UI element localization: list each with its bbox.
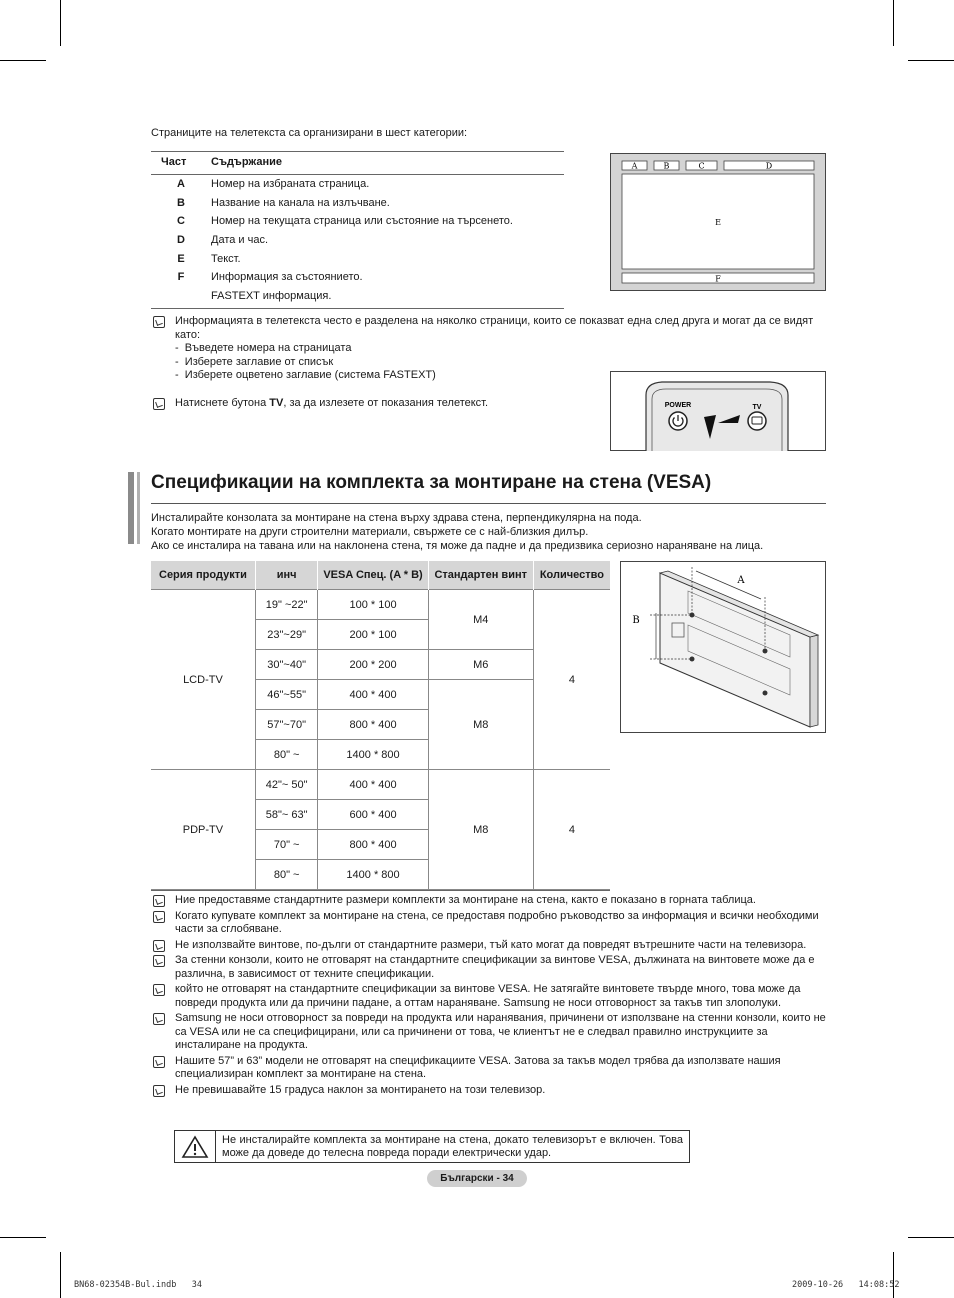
- vesa-spec-table: [151, 561, 610, 890]
- note-icon: [153, 895, 165, 907]
- list-item: Samsung не носи отговорност за повреди на продукта или наранявания, причинени от използване на стенни конзоли, които не са VESA или не са специфицирани, или са причинени от това, че клиентът не е следвал правилно инструкциите за инсталиране на продукта.: [151, 1012, 831, 1053]
- table-row: 30"~40" 200 * 200 M6: [151, 650, 610, 680]
- table-row: D Дата и час.: [177, 234, 269, 247]
- header-inch: инч: [255, 561, 318, 590]
- header-part: Част: [151, 152, 211, 175]
- diagram-label-a: A: [737, 575, 745, 586]
- diagram-label-e: E: [715, 218, 721, 227]
- note-icon: [153, 955, 165, 967]
- list-item: - Изберете заглавие от списък: [175, 355, 334, 368]
- section-intro: Инсталирайте конзолата за монтиране на стена върху здрава стена, перпендикулярна на пода. Когато монтирате на други строителни материали, свържете се с най-близкия дилър. Ако се инсталира на тавана или на наклонена стена, тя може да падне и да предизвика сериозно нараняване на лица.: [151, 512, 764, 552]
- diagram-label-b: B: [632, 615, 640, 626]
- table-row: LCD-TV 19" ~22" 100 * 100 M4 4: [151, 590, 610, 620]
- list-item: Ние предоставяме стандартните размери комплекти за монтиране на стена, както е показано в горната таблица.: [151, 894, 831, 908]
- table-row: A Номер на избраната страница.: [177, 178, 370, 191]
- note-tv-button: Натиснете бутона TV, за да излезете от показания телетекст.: [151, 397, 488, 411]
- list-item: - Изберете оцветено заглавие (система FASTEXT): [175, 369, 436, 381]
- note-icon: [153, 940, 165, 952]
- tv-mount-diagram: [620, 561, 826, 733]
- header-qty: Количество: [533, 561, 610, 590]
- table-row: PDP-TV 42"~ 50" 400 * 400 M8 4: [151, 770, 610, 800]
- table-row: 58"~ 63" 600 * 400: [151, 800, 610, 830]
- crop-mark: [0, 1237, 46, 1238]
- section-bar: [137, 472, 140, 544]
- note-teletext-pages: Информацията в телетекста често е разделена на няколко страници, които се показват една след друга и могат да се видят като: - Въведете номера на страницата - Изберете заглавие от списък - Изберете оцветено заглавие (система FASTEXT): [151, 315, 826, 383]
- note-icon: [153, 316, 165, 328]
- table-row: 46"~55" 400 * 400 M8: [151, 680, 610, 710]
- page-number-badge: Български - 34: [427, 1170, 527, 1187]
- table-row: 80" ~ 1400 * 800: [151, 860, 610, 890]
- qty-pdp: 4: [533, 770, 610, 890]
- diagram-label-b: B: [663, 161, 670, 171]
- series-pdp: PDP-TV: [151, 770, 255, 890]
- note-icon: [153, 1056, 165, 1068]
- table-row: 80" ~ 1400 * 800: [151, 740, 610, 770]
- list-item: - Въведете номера на страницата: [175, 342, 352, 354]
- series-lcd: LCD-TV: [151, 590, 255, 770]
- table-row: FASTEXT информация.: [151, 287, 564, 309]
- diagram-label-c: C: [698, 161, 705, 171]
- note-icon: [153, 984, 165, 996]
- teletext-screen-diagram: [610, 153, 826, 291]
- warning-text: Не инсталирайте комплекта за монтиране на стена, докато телевизорът е включен. Това може да доведе до телесна повреда поради електрически удар.: [222, 1133, 683, 1159]
- teletext-parts-table: [151, 151, 564, 309]
- note-icon: [153, 1013, 165, 1025]
- teletext-intro: Страниците на телетекста са организирани в шест категории:: [151, 127, 468, 139]
- header-series: Серия продукти: [151, 561, 255, 590]
- table-row: F Информация за състоянието.: [177, 271, 363, 284]
- diagram-label-d: D: [765, 161, 773, 171]
- table-row: 23"~29" 200 * 100: [151, 620, 610, 650]
- crop-mark: [908, 60, 954, 61]
- crop-mark: [60, 1252, 61, 1298]
- remote-tv-label: TV: [752, 404, 762, 411]
- note-icon: [153, 1085, 165, 1097]
- notes-list: [151, 894, 831, 1099]
- crop-mark: [60, 0, 61, 46]
- footer-date: 2009-10-26 14:08:52: [792, 1280, 900, 1290]
- diagram-label-a: A: [631, 161, 638, 171]
- list-item: който не отговарят на стандартните спецификации за винтове VESA. Не затягайте винтовете твърде много, това може да повреди продукта или да причини падане, а оттам нараняване. Samsung не носи отговорност за такъв тип злополуки.: [151, 983, 831, 1010]
- crop-mark: [893, 0, 894, 46]
- list-item: Не превишавайте 15 градуса наклон за монтирането на този телевизор.: [151, 1084, 831, 1098]
- crop-mark: [908, 1237, 954, 1238]
- tv-button-icon: [748, 412, 766, 430]
- header-content: Съдържание: [211, 152, 564, 175]
- table-row: C Номер на текущата страница или състояние на търсенето.: [177, 215, 513, 228]
- header-vesa: VESA Спец. (A * B): [318, 561, 428, 590]
- table-row: 57"~70" 800 * 400: [151, 710, 610, 740]
- remote-control-diagram: [610, 371, 826, 451]
- table-row: 70" ~ 800 * 400: [151, 830, 610, 860]
- remote-power-label: POWER: [664, 402, 692, 409]
- list-item: Не използвайте винтове, по-дълги от стандартните размери, тъй като могат да повредят вътрешните части на телевизора.: [151, 939, 831, 953]
- list-item: Когато купувате комплект за монтиране на стена, се предоставя подробно ръководство за информация и всички необходими части за сглобяване.: [151, 910, 831, 937]
- section-bar: [128, 472, 134, 544]
- warning-icon: [175, 1131, 216, 1162]
- list-item: За стенни конзоли, които не отговарят на стандартните спецификации за винтове VESA, дължината на винтовете може да е различна, в зависимост от техните спецификации.: [151, 954, 831, 981]
- warning-box: [174, 1130, 690, 1163]
- divider: [151, 503, 826, 504]
- diagram-label-f: F: [715, 274, 721, 284]
- section-title: Спецификации на комплекта за монтиране на стена (VESA): [151, 472, 712, 493]
- divider: [151, 890, 610, 891]
- hand-icon: [153, 398, 165, 410]
- header-screw: Стандартен винт: [428, 561, 533, 590]
- list-item: Нашите 57” и 63” модели не отговарят на спецификациите VESA. Затова за такъв модел трябва да използвате нашия специализиран комплект за монтиране на стена.: [151, 1055, 831, 1082]
- footer-file: BN68-02354B-Bul.indb 34: [74, 1280, 202, 1290]
- note-icon: [153, 911, 165, 923]
- qty-lcd: 4: [533, 590, 610, 770]
- crop-mark: [0, 60, 46, 61]
- table-row: B Название на канала на излъчване.: [177, 196, 390, 209]
- crop-mark: [893, 1252, 894, 1298]
- table-row: E Текст.: [177, 252, 241, 265]
